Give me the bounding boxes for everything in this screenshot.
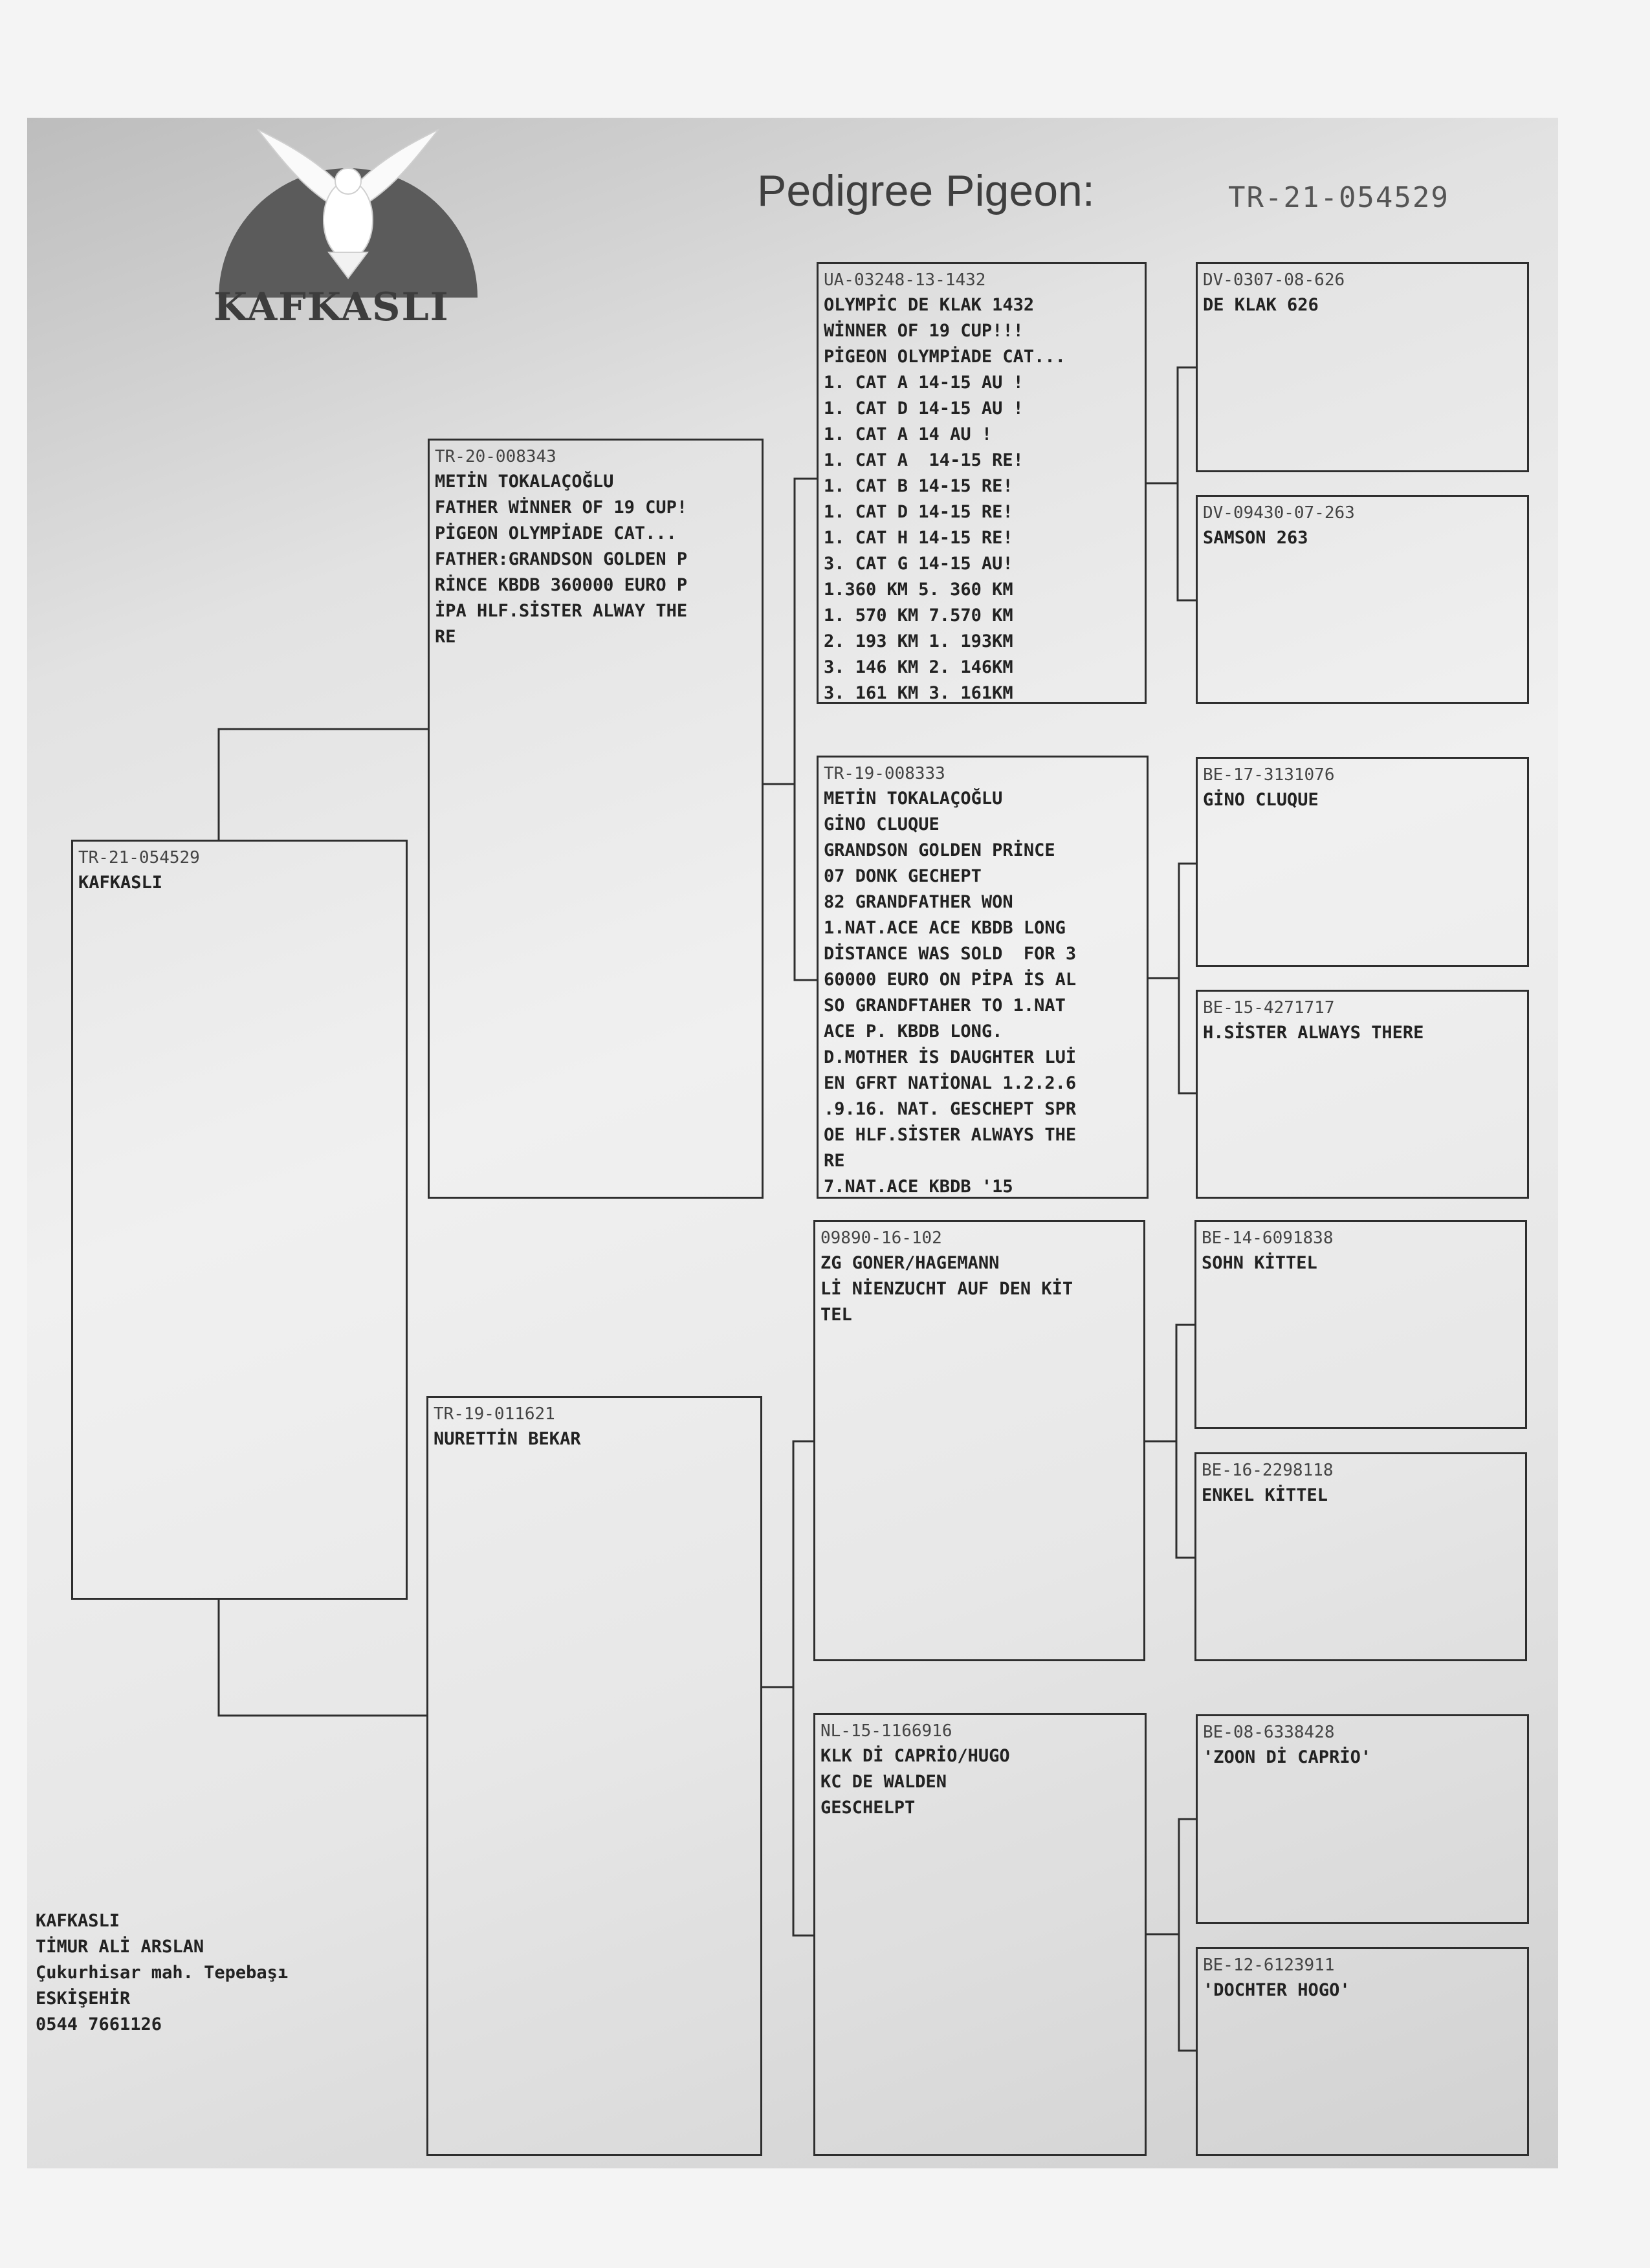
connector-subject-mother (219, 1599, 428, 1716)
pigeon-box-mfm[interactable] (1194, 1452, 1527, 1661)
connector-mm-gg2 (1179, 1934, 1196, 2051)
pigeon-line: 1. 570 KM 7.570 KM (824, 605, 1013, 626)
pigeon-line: 1. CAT H 14-15 RE! (824, 528, 1013, 548)
pigeon-line: 1. CAT A 14-15 AU ! (824, 373, 1024, 393)
pigeon-box-fm[interactable] (817, 756, 1149, 1199)
pigeon-line: ZG GONER/HAGEMANN (820, 1253, 1000, 1273)
pigeon-box-fmf[interactable] (1196, 757, 1529, 967)
pigeon-line: SAMSON 263 (1203, 528, 1308, 548)
pigeon-line: 1. CAT D 14-15 RE! (824, 502, 1013, 522)
ring-number: UA-03248-13-1432 (824, 270, 986, 290)
pigeon-line: PİGEON OLYMPİADE CAT... (824, 347, 1066, 367)
pigeon-line: Lİ NİENZUCHT AUF DEN KİT (820, 1279, 1073, 1299)
owner-line: ESKİŞEHİR (36, 1989, 131, 2009)
ring-number: TR-19-008333 (824, 764, 945, 783)
ring-number: 09890-16-102 (820, 1228, 942, 1248)
pigeon-line: FATHER WİNNER OF 19 CUP! (435, 497, 688, 518)
pigeon-line: ACE P. KBDB LONG. (824, 1021, 1003, 1041)
page-title: Pedigree Pigeon: (757, 166, 1095, 215)
pigeon-line: GİNO CLUQUE (824, 814, 940, 834)
logo-text: KAFKASLI (214, 285, 450, 330)
pigeon-line: 1.NAT.ACE ACE KBDB LONG (824, 918, 1066, 938)
pigeon-line: GİNO CLUQUE (1203, 790, 1319, 810)
pigeon-line: 'DOCHTER HOGO' (1203, 1980, 1350, 2000)
pigeon-line: ENKEL KİTTEL (1202, 1485, 1328, 1505)
pigeon-line: 1. CAT A 14-15 RE! (824, 450, 1024, 470)
pigeon-box-mff[interactable] (1194, 1220, 1527, 1429)
owner-info (36, 1908, 288, 2038)
pigeon-line: OE HLF.SİSTER ALWAYS THE (824, 1125, 1077, 1145)
pigeon-line: RE (824, 1151, 845, 1171)
pigeon-line: KC DE WALDEN (820, 1772, 947, 1792)
connector-subject-father (219, 729, 428, 840)
connector-mother-mf (762, 1441, 813, 1687)
owner-line: KAFKASLI (36, 1911, 120, 1931)
pigeon-line: KLK Dİ CAPRİO/HUGO (820, 1746, 1010, 1766)
pigeon-box-fmm[interactable] (1196, 990, 1529, 1199)
pigeon-line: 2. 193 KM 1. 193KM (824, 631, 1013, 651)
ring-number: DV-0307-08-626 (1203, 270, 1345, 290)
pigeon-box-ff[interactable] (817, 262, 1147, 704)
pigeon-line: FATHER:GRANDSON GOLDEN P (435, 549, 688, 569)
pigeon-line: 3. CAT G 14-15 AU! (824, 554, 1013, 574)
pigeon-line: DE KLAK 626 (1203, 295, 1319, 315)
pigeon-box-mf[interactable] (813, 1220, 1145, 1661)
pigeon-line: GRANDSON GOLDEN PRİNCE (824, 840, 1055, 860)
pigeon-line: 1. CAT B 14-15 RE! (824, 476, 1013, 496)
pigeon-line: 07 DONK GECHEPT (824, 866, 982, 886)
pigeon-line: EN GFRT NATİONAL 1.2.2.6 (824, 1073, 1077, 1093)
connector-fm-gg2 (1179, 978, 1196, 1093)
pigeon-line: METİN TOKALAÇOĞLU (824, 789, 1003, 809)
pigeon-line: 1. CAT A 14 AU ! (824, 424, 993, 444)
connector-ff-gg (1147, 367, 1196, 483)
connector-ff-gg2 (1178, 483, 1196, 600)
ring-number: TR-20-008343 (435, 447, 556, 466)
ring-number: DV-09430-07-263 (1203, 503, 1355, 523)
pigeon-box-mmf[interactable] (1196, 1714, 1529, 1924)
pigeon-box-father[interactable] (428, 439, 764, 1199)
pigeon-line: WİNNER OF 19 CUP!!! (824, 321, 1024, 341)
pigeon-line: PİGEON OLYMPİADE CAT... (435, 523, 677, 543)
pigeon-box-mother[interactable] (426, 1396, 762, 2156)
pigeon-line: METİN TOKALAÇOĞLU (435, 472, 614, 492)
ring-number: NL-15-1166916 (820, 1721, 952, 1741)
pigeon-box-mmm[interactable] (1196, 1947, 1529, 2156)
ring-number: BE-17-3131076 (1203, 765, 1335, 785)
pigeon-line: TEL (820, 1305, 852, 1325)
pigeon-line: DİSTANCE WAS SOLD FOR 3 (824, 944, 1077, 964)
connector-father-ff (764, 479, 817, 784)
pigeon-line: 1.360 KM 5. 360 KM (824, 580, 1013, 600)
pigeon-line: SOHN KİTTEL (1202, 1253, 1317, 1273)
pigeon-line: 60000 EURO ON PİPA İS AL (824, 970, 1077, 990)
pigeon-line: KAFKASLI (78, 873, 163, 893)
connector-mother-mm (793, 1687, 813, 1935)
pigeon-line: OLYMPİC DE KLAK 1432 (824, 295, 1035, 315)
ring-number: BE-16-2298118 (1202, 1461, 1334, 1480)
ring-number: BE-12-6123911 (1203, 1956, 1335, 1975)
pigeon-line: 7.NAT.ACE KBDB '15 (824, 1177, 1013, 1197)
pigeon-line: 3. 161 KM 3. 161KM (824, 683, 1013, 703)
connector-mm-gg (1147, 1819, 1196, 1934)
pigeon-line: .9.16. NAT. GESCHEPT SPR (824, 1099, 1077, 1119)
pigeon-box-fff[interactable] (1196, 262, 1529, 472)
owner-line: 0544 7661126 (36, 2014, 162, 2034)
pigeon-box-ffm[interactable] (1196, 495, 1529, 704)
title-ring-number: TR-21-054529 (1228, 181, 1449, 214)
pigeon-line: GESCHELPT (820, 1798, 916, 1818)
connector-fm-gg (1149, 864, 1196, 978)
pigeon-line: 82 GRANDFATHER WON (824, 892, 1013, 912)
ring-number: TR-19-011621 (434, 1404, 555, 1424)
pigeon-line: 1. CAT D 14-15 AU ! (824, 398, 1024, 419)
pigeon-box-subject[interactable] (71, 840, 408, 1600)
ring-number: TR-21-054529 (78, 848, 200, 867)
owner-line: Çukurhisar mah. Tepebaşı (36, 1963, 289, 1983)
ring-number: BE-15-4271717 (1203, 998, 1335, 1018)
ring-number: BE-14-6091838 (1202, 1228, 1334, 1248)
owner-line: TİMUR ALİ ARSLAN (36, 1937, 204, 1957)
ring-number: BE-08-6338428 (1203, 1723, 1335, 1742)
connector-father-fm (795, 784, 817, 980)
pigeon-line: RİNCE KBDB 360000 EURO P (435, 575, 688, 595)
pigeon-line: İPA HLF.SİSTER ALWAY THE (435, 601, 688, 621)
pigeon-line: RE (435, 627, 456, 647)
connector-mf-gg2 (1176, 1441, 1194, 1558)
pigeon-line: 'ZOON Dİ CAPRİO' (1203, 1747, 1372, 1767)
pigeon-line: NURETTİN BEKAR (434, 1429, 581, 1449)
pigeon-box-mm[interactable] (813, 1713, 1147, 2156)
pigeon-line: 3. 146 KM 2. 146KM (824, 657, 1013, 677)
pigeon-line: SO GRANDFTAHER TO 1.NAT (824, 996, 1066, 1016)
connector-mf-gg (1145, 1325, 1194, 1441)
pigeon-line: D.MOTHER İS DAUGHTER LUİ (824, 1047, 1077, 1067)
pigeon-line: H.SİSTER ALWAYS THERE (1203, 1023, 1424, 1043)
